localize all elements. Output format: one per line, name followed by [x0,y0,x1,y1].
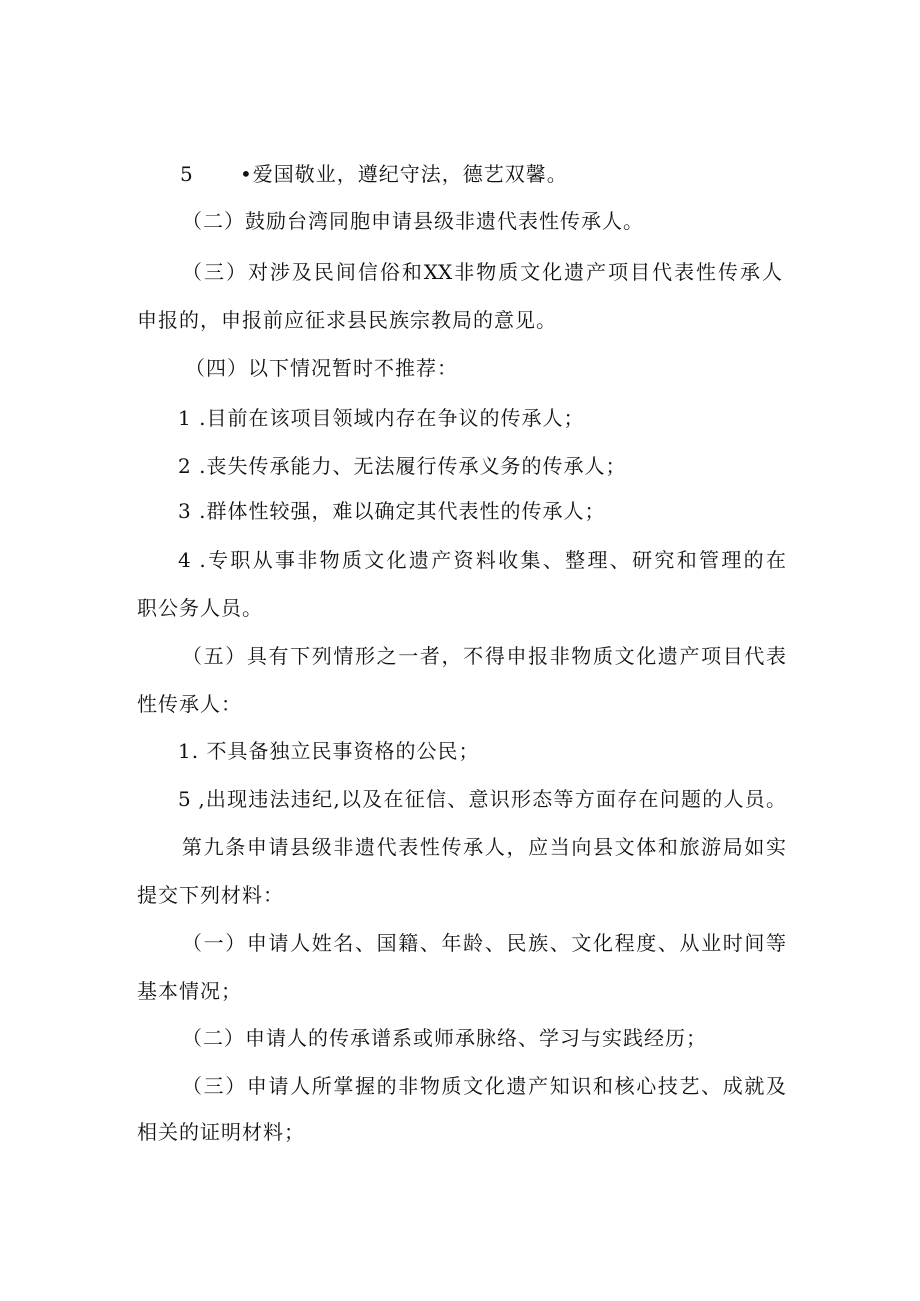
paragraph-line: （五）具有下列情形之一者，不得申报非物质文化遗产项目代表 [182,644,786,668]
paragraph-line: 职公务人员。 [137,596,263,620]
list-item: 5 ,出现违法违纪,以及在征信、意识形态等方面存在问题的人员。 [178,787,786,811]
paragraph-line: 申报的，申报前应征求县民族宗教局的意见。 [137,308,557,332]
paragraph-line: （一）申请人姓名、国籍、年龄、民族、文化程度、从业时间等 [182,931,786,955]
paragraph-line: （二）申请人的传承谱系或师承脉络、学习与实践经历； [182,1026,707,1050]
paragraph-line: 性传承人： [137,692,242,716]
list-item: 1. 不具备独立民事资格的公民； [178,739,480,763]
paragraph-line: （三）对涉及民间信俗和XX非物质文化遗产项目代表性传承人 [182,260,782,284]
list-item: 4 .专职从事非物质文化遗产资料收集、整理、研究和管理的在 [178,548,786,572]
paragraph-line: 相关的证明材料； [137,1120,305,1144]
paragraph-line: •爱国敬业，遵纪守法，德艺双馨。 [240,162,568,186]
list-item: 2 .丧失传承能力、无法履行传承义务的传承人； [178,454,627,478]
list-item: 1 .目前在该项目领域内存在争议的传承人； [178,406,585,430]
paragraph-line: 提交下列材料： [137,883,284,907]
paragraph-line: 基本情况； [137,979,242,1003]
list-item: 3 .群体性较强，难以确定其代表性的传承人； [178,499,606,523]
article-line: 第九条申请县级非遗代表性传承人，应当向县文体和旅游局如实 [182,835,786,859]
paragraph-line: （三）申请人所掌握的非物质文化遗产知识和核心技艺、成就及 [182,1074,786,1098]
section-heading: （四）以下情况暂时不推荐： [185,356,458,380]
list-number: 5 [180,162,194,186]
paragraph-line: （二）鼓励台湾同胞申请县级非遗代表性传承人。 [182,209,644,233]
